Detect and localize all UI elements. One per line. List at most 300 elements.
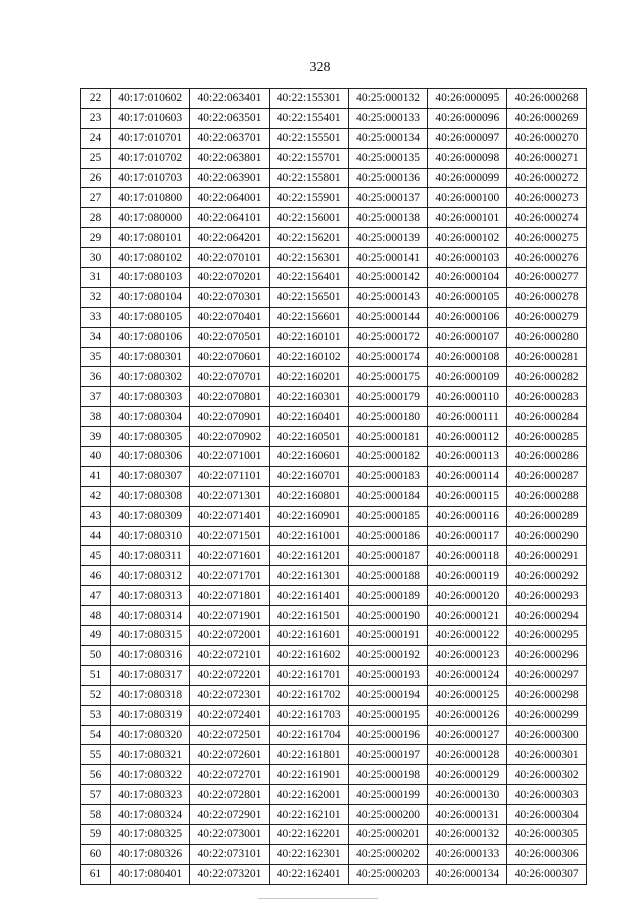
code-cell-40-26-a: 40:26:000097 — [428, 128, 507, 148]
code-cell-40-26-b: 40:26:000279 — [507, 307, 586, 327]
row-number-cell: 35 — [81, 347, 111, 367]
code-cell-40-26-b: 40:26:000307 — [507, 864, 586, 884]
code-cell-40-26-a: 40:26:000104 — [428, 268, 507, 288]
code-cell-40-22-a: 40:22:071901 — [190, 606, 269, 626]
code-cell-40-22-b: 40:22:161701 — [269, 665, 348, 685]
code-cell-40-17: 40:17:080401 — [111, 864, 190, 884]
code-cell-40-26-a: 40:26:000102 — [428, 228, 507, 248]
row-number-cell: 37 — [81, 387, 111, 407]
code-cell-40-22-b: 40:22:155901 — [269, 188, 348, 208]
code-cell-40-25: 40:25:000186 — [348, 526, 427, 546]
code-cell-40-26-b: 40:26:000306 — [507, 844, 586, 864]
row-number-cell: 59 — [81, 824, 111, 844]
code-cell-40-17: 40:17:080322 — [111, 765, 190, 785]
code-cell-40-26-a: 40:26:000127 — [428, 725, 507, 745]
code-cell-40-26-a: 40:26:000098 — [428, 148, 507, 168]
code-cell-40-26-b: 40:26:000269 — [507, 108, 586, 128]
code-cell-40-22-b: 40:22:161001 — [269, 526, 348, 546]
code-cell-40-26-a: 40:26:000120 — [428, 586, 507, 606]
row-number-cell: 38 — [81, 407, 111, 427]
row-number-cell: 48 — [81, 606, 111, 626]
code-cell-40-25: 40:25:000133 — [348, 108, 427, 128]
code-cell-40-25: 40:25:000180 — [348, 407, 427, 427]
code-cell-40-25: 40:25:000174 — [348, 347, 427, 367]
code-cell-40-25: 40:25:000175 — [348, 367, 427, 387]
code-cell-40-17: 40:17:010602 — [111, 89, 190, 109]
code-cell-40-22-b: 40:22:161703 — [269, 705, 348, 725]
code-cell-40-26-a: 40:26:000100 — [428, 188, 507, 208]
code-cell-40-22-b: 40:22:162001 — [269, 785, 348, 805]
code-cell-40-26-b: 40:26:000290 — [507, 526, 586, 546]
code-cell-40-26-b: 40:26:000292 — [507, 566, 586, 586]
code-cell-40-26-b: 40:26:000278 — [507, 287, 586, 307]
code-cell-40-22-b: 40:22:155401 — [269, 108, 348, 128]
code-cell-40-17: 40:17:080306 — [111, 447, 190, 467]
code-cell-40-26-b: 40:26:000288 — [507, 486, 586, 506]
code-cell-40-22-a: 40:22:070501 — [190, 327, 269, 347]
table-row — [81, 447, 587, 467]
code-cell-40-22-a: 40:22:064101 — [190, 208, 269, 228]
row-number-cell: 36 — [81, 367, 111, 387]
code-cell-40-22-b: 40:22:161704 — [269, 725, 348, 745]
code-cell-40-25: 40:25:000200 — [348, 805, 427, 825]
code-cell-40-22-a: 40:22:072701 — [190, 765, 269, 785]
row-number-cell: 27 — [81, 188, 111, 208]
code-cell-40-22-a: 40:22:063701 — [190, 128, 269, 148]
code-cell-40-22-a: 40:22:070801 — [190, 387, 269, 407]
code-cell-40-25: 40:25:000179 — [348, 387, 427, 407]
code-cell-40-22-b: 40:22:161602 — [269, 645, 348, 665]
row-number-cell: 54 — [81, 725, 111, 745]
code-cell-40-26-a: 40:26:000105 — [428, 287, 507, 307]
row-number-cell: 49 — [81, 626, 111, 646]
code-cell-40-26-a: 40:26:000095 — [428, 89, 507, 109]
code-cell-40-25: 40:25:000144 — [348, 307, 427, 327]
code-cell-40-26-b: 40:26:000297 — [507, 665, 586, 685]
code-cell-40-22-b: 40:22:161401 — [269, 586, 348, 606]
table-row — [81, 89, 587, 109]
code-cell-40-25: 40:25:000142 — [348, 268, 427, 288]
code-cell-40-26-b: 40:26:000282 — [507, 367, 586, 387]
code-cell-40-22-b: 40:22:155701 — [269, 148, 348, 168]
code-cell-40-22-b: 40:22:162101 — [269, 805, 348, 825]
table-row — [81, 466, 587, 486]
table-row — [81, 108, 587, 128]
row-number-cell: 28 — [81, 208, 111, 228]
code-cell-40-17: 40:17:010702 — [111, 148, 190, 168]
row-number-cell: 43 — [81, 506, 111, 526]
table-row — [81, 367, 587, 387]
code-cell-40-26-b: 40:26:000281 — [507, 347, 586, 367]
code-cell-40-25: 40:25:000182 — [348, 447, 427, 467]
code-cell-40-22-b: 40:22:160801 — [269, 486, 348, 506]
table-row — [81, 526, 587, 546]
code-cell-40-26-a: 40:26:000099 — [428, 168, 507, 188]
code-cell-40-26-b: 40:26:000299 — [507, 705, 586, 725]
code-cell-40-26-b: 40:26:000273 — [507, 188, 586, 208]
table-row — [81, 606, 587, 626]
code-cell-40-22-a: 40:22:070301 — [190, 287, 269, 307]
table-row — [81, 546, 587, 566]
code-cell-40-26-b: 40:26:000274 — [507, 208, 586, 228]
code-cell-40-22-a: 40:22:070101 — [190, 248, 269, 268]
code-cell-40-17: 40:17:080319 — [111, 705, 190, 725]
code-cell-40-25: 40:25:000141 — [348, 248, 427, 268]
code-cell-40-17: 40:17:080320 — [111, 725, 190, 745]
code-cell-40-17: 40:17:080315 — [111, 626, 190, 646]
code-cell-40-22-a: 40:22:072501 — [190, 725, 269, 745]
code-cell-40-17: 40:17:080313 — [111, 586, 190, 606]
table-row — [81, 864, 587, 884]
code-cell-40-22-a: 40:22:072901 — [190, 805, 269, 825]
code-cell-40-26-a: 40:26:000112 — [428, 427, 507, 447]
code-cell-40-22-b: 40:22:155501 — [269, 128, 348, 148]
row-number-cell: 55 — [81, 745, 111, 765]
code-cell-40-26-a: 40:26:000128 — [428, 745, 507, 765]
code-cell-40-22-a: 40:22:073101 — [190, 844, 269, 864]
code-cell-40-22-b: 40:22:162301 — [269, 844, 348, 864]
code-cell-40-22-b: 40:22:155301 — [269, 89, 348, 109]
code-cell-40-22-a: 40:22:070601 — [190, 347, 269, 367]
code-cell-40-17: 40:17:080324 — [111, 805, 190, 825]
table-row — [81, 248, 587, 268]
code-cell-40-25: 40:25:000191 — [348, 626, 427, 646]
row-number-cell: 50 — [81, 645, 111, 665]
table-row — [81, 327, 587, 347]
table-row — [81, 148, 587, 168]
code-cell-40-17: 40:17:080307 — [111, 466, 190, 486]
code-cell-40-26-a: 40:26:000108 — [428, 347, 507, 367]
row-number-cell: 34 — [81, 327, 111, 347]
code-cell-40-25: 40:25:000192 — [348, 645, 427, 665]
table-row — [81, 347, 587, 367]
code-cell-40-22-a: 40:22:071801 — [190, 586, 269, 606]
code-cell-40-22-b: 40:22:160201 — [269, 367, 348, 387]
code-cell-40-25: 40:25:000139 — [348, 228, 427, 248]
code-cell-40-25: 40:25:000181 — [348, 427, 427, 447]
code-cell-40-25: 40:25:000138 — [348, 208, 427, 228]
code-cell-40-26-b: 40:26:000275 — [507, 228, 586, 248]
code-cell-40-26-b: 40:26:000296 — [507, 645, 586, 665]
code-cell-40-17: 40:17:080101 — [111, 228, 190, 248]
code-cell-40-26-a: 40:26:000124 — [428, 665, 507, 685]
code-cell-40-17: 40:17:080312 — [111, 566, 190, 586]
code-cell-40-22-a: 40:22:071401 — [190, 506, 269, 526]
code-cell-40-22-b: 40:22:156301 — [269, 248, 348, 268]
table-row — [81, 665, 587, 685]
code-cell-40-22-a: 40:22:071001 — [190, 447, 269, 467]
code-cell-40-22-b: 40:22:161801 — [269, 745, 348, 765]
table-row — [81, 785, 587, 805]
code-cell-40-26-b: 40:26:000295 — [507, 626, 586, 646]
code-cell-40-26-a: 40:26:000103 — [428, 248, 507, 268]
code-cell-40-22-a: 40:22:072801 — [190, 785, 269, 805]
code-cell-40-26-a: 40:26:000115 — [428, 486, 507, 506]
code-cell-40-22-b: 40:22:161601 — [269, 626, 348, 646]
code-cell-40-26-a: 40:26:000107 — [428, 327, 507, 347]
code-cell-40-26-a: 40:26:000109 — [428, 367, 507, 387]
code-cell-40-17: 40:17:080317 — [111, 665, 190, 685]
code-cell-40-17: 40:17:080308 — [111, 486, 190, 506]
code-cell-40-22-a: 40:22:071501 — [190, 526, 269, 546]
code-cell-40-17: 40:17:080000 — [111, 208, 190, 228]
code-cell-40-17: 40:17:080321 — [111, 745, 190, 765]
row-number-cell: 32 — [81, 287, 111, 307]
code-cell-40-26-b: 40:26:000268 — [507, 89, 586, 109]
table-row — [81, 128, 587, 148]
code-cell-40-26-b: 40:26:000285 — [507, 427, 586, 447]
code-cell-40-26-a: 40:26:000133 — [428, 844, 507, 864]
code-cell-40-17: 40:17:010701 — [111, 128, 190, 148]
table-row — [81, 586, 587, 606]
table-row — [81, 427, 587, 447]
code-cell-40-25: 40:25:000193 — [348, 665, 427, 685]
code-cell-40-22-b: 40:22:160101 — [269, 327, 348, 347]
code-cell-40-22-a: 40:22:070901 — [190, 407, 269, 427]
code-cell-40-26-a: 40:26:000116 — [428, 506, 507, 526]
code-cell-40-22-a: 40:22:070401 — [190, 307, 269, 327]
code-cell-40-22-a: 40:22:071301 — [190, 486, 269, 506]
row-number-cell: 25 — [81, 148, 111, 168]
code-cell-40-22-a: 40:22:073201 — [190, 864, 269, 884]
code-cell-40-22-b: 40:22:161301 — [269, 566, 348, 586]
code-cell-40-22-a: 40:22:073001 — [190, 824, 269, 844]
table-row — [81, 824, 587, 844]
code-cell-40-26-a: 40:26:000114 — [428, 466, 507, 486]
code-cell-40-22-a: 40:22:072001 — [190, 626, 269, 646]
code-cell-40-22-a: 40:22:063401 — [190, 89, 269, 109]
code-cell-40-26-a: 40:26:000096 — [428, 108, 507, 128]
code-cell-40-26-b: 40:26:000300 — [507, 725, 586, 745]
scan-artifact-line — [258, 898, 378, 899]
code-cell-40-22-a: 40:22:070201 — [190, 268, 269, 288]
table-row — [81, 287, 587, 307]
row-number-cell: 39 — [81, 427, 111, 447]
code-cell-40-26-b: 40:26:000305 — [507, 824, 586, 844]
code-cell-40-17: 40:17:080318 — [111, 685, 190, 705]
code-cell-40-22-a: 40:22:072101 — [190, 645, 269, 665]
code-cell-40-26-b: 40:26:000302 — [507, 765, 586, 785]
table-row — [81, 685, 587, 705]
code-cell-40-22-b: 40:22:160401 — [269, 407, 348, 427]
row-number-cell: 46 — [81, 566, 111, 586]
table-row — [81, 407, 587, 427]
code-cell-40-22-b: 40:22:160102 — [269, 347, 348, 367]
code-cell-40-26-a: 40:26:000134 — [428, 864, 507, 884]
row-number-cell: 33 — [81, 307, 111, 327]
code-cell-40-26-b: 40:26:000270 — [507, 128, 586, 148]
code-cell-40-22-a: 40:22:071601 — [190, 546, 269, 566]
code-cell-40-26-b: 40:26:000301 — [507, 745, 586, 765]
code-cell-40-22-b: 40:22:160601 — [269, 447, 348, 467]
table-row — [81, 168, 587, 188]
code-cell-40-22-b: 40:22:162401 — [269, 864, 348, 884]
row-number-cell: 40 — [81, 447, 111, 467]
code-cell-40-26-b: 40:26:000294 — [507, 606, 586, 626]
row-number-cell: 52 — [81, 685, 111, 705]
code-cell-40-22-a: 40:22:071701 — [190, 566, 269, 586]
code-cell-40-26-a: 40:26:000122 — [428, 626, 507, 646]
code-cell-40-22-b: 40:22:160901 — [269, 506, 348, 526]
code-cell-40-25: 40:25:000185 — [348, 506, 427, 526]
code-cell-40-22-b: 40:22:156401 — [269, 268, 348, 288]
code-cell-40-22-a: 40:22:072401 — [190, 705, 269, 725]
table-body — [81, 89, 587, 885]
code-cell-40-26-b: 40:26:000286 — [507, 447, 586, 467]
code-cell-40-22-b: 40:22:161702 — [269, 685, 348, 705]
code-cell-40-25: 40:25:000198 — [348, 765, 427, 785]
code-cell-40-26-b: 40:26:000303 — [507, 785, 586, 805]
code-cell-40-22-a: 40:22:072201 — [190, 665, 269, 685]
code-cell-40-17: 40:17:080304 — [111, 407, 190, 427]
code-cell-40-22-b: 40:22:161201 — [269, 546, 348, 566]
table-row — [81, 765, 587, 785]
code-cell-40-17: 40:17:080305 — [111, 427, 190, 447]
row-number-cell: 56 — [81, 765, 111, 785]
code-cell-40-22-a: 40:22:072301 — [190, 685, 269, 705]
table-row — [81, 805, 587, 825]
code-cell-40-17: 40:17:080301 — [111, 347, 190, 367]
code-cell-40-26-a: 40:26:000129 — [428, 765, 507, 785]
code-cell-40-26-b: 40:26:000284 — [507, 407, 586, 427]
code-cell-40-26-b: 40:26:000289 — [507, 506, 586, 526]
code-cell-40-17: 40:17:080325 — [111, 824, 190, 844]
code-cell-40-26-a: 40:26:000118 — [428, 546, 507, 566]
row-number-cell: 58 — [81, 805, 111, 825]
code-cell-40-26-b: 40:26:000271 — [507, 148, 586, 168]
row-number-cell: 23 — [81, 108, 111, 128]
code-cell-40-26-a: 40:26:000132 — [428, 824, 507, 844]
code-cell-40-17: 40:17:080310 — [111, 526, 190, 546]
code-cell-40-22-a: 40:22:070701 — [190, 367, 269, 387]
code-cell-40-22-b: 40:22:155801 — [269, 168, 348, 188]
code-cell-40-22-a: 40:22:071101 — [190, 466, 269, 486]
code-cell-40-25: 40:25:000137 — [348, 188, 427, 208]
code-cell-40-17: 40:17:080106 — [111, 327, 190, 347]
code-cell-40-22-b: 40:22:160301 — [269, 387, 348, 407]
table-row — [81, 705, 587, 725]
code-cell-40-26-a: 40:26:000113 — [428, 447, 507, 467]
code-cell-40-26-b: 40:26:000304 — [507, 805, 586, 825]
code-cell-40-22-a: 40:22:063901 — [190, 168, 269, 188]
row-number-cell: 24 — [81, 128, 111, 148]
code-cell-40-22-b: 40:22:160701 — [269, 466, 348, 486]
code-cell-40-17: 40:17:080326 — [111, 844, 190, 864]
table-row — [81, 844, 587, 864]
code-cell-40-22-b: 40:22:156601 — [269, 307, 348, 327]
cadastral-table — [80, 88, 587, 885]
code-cell-40-22-a: 40:22:064201 — [190, 228, 269, 248]
row-number-cell: 61 — [81, 864, 111, 884]
code-cell-40-22-b: 40:22:156001 — [269, 208, 348, 228]
code-cell-40-17: 40:17:080316 — [111, 645, 190, 665]
code-cell-40-26-a: 40:26:000119 — [428, 566, 507, 586]
code-cell-40-17: 40:17:080303 — [111, 387, 190, 407]
code-cell-40-26-a: 40:26:000101 — [428, 208, 507, 228]
row-number-cell: 42 — [81, 486, 111, 506]
code-cell-40-25: 40:25:000203 — [348, 864, 427, 884]
code-cell-40-26-a: 40:26:000111 — [428, 407, 507, 427]
row-number-cell: 29 — [81, 228, 111, 248]
code-cell-40-25: 40:25:000143 — [348, 287, 427, 307]
code-cell-40-26-b: 40:26:000291 — [507, 546, 586, 566]
code-cell-40-25: 40:25:000134 — [348, 128, 427, 148]
code-cell-40-25: 40:25:000132 — [348, 89, 427, 109]
code-cell-40-26-a: 40:26:000110 — [428, 387, 507, 407]
code-cell-40-17: 40:17:080309 — [111, 506, 190, 526]
table-row — [81, 307, 587, 327]
code-cell-40-22-b: 40:22:161501 — [269, 606, 348, 626]
code-cell-40-26-b: 40:26:000293 — [507, 586, 586, 606]
table-row — [81, 725, 587, 745]
code-cell-40-25: 40:25:000190 — [348, 606, 427, 626]
table-row — [81, 486, 587, 506]
code-cell-40-22-b: 40:22:161901 — [269, 765, 348, 785]
code-cell-40-22-a: 40:22:070902 — [190, 427, 269, 447]
page-number: 328 — [309, 60, 331, 75]
code-cell-40-25: 40:25:000183 — [348, 466, 427, 486]
code-cell-40-22-b: 40:22:156501 — [269, 287, 348, 307]
table-row — [81, 188, 587, 208]
code-cell-40-25: 40:25:000184 — [348, 486, 427, 506]
row-number-cell: 60 — [81, 844, 111, 864]
code-cell-40-26-a: 40:26:000130 — [428, 785, 507, 805]
row-number-cell: 51 — [81, 665, 111, 685]
row-number-cell: 41 — [81, 466, 111, 486]
code-cell-40-26-b: 40:26:000276 — [507, 248, 586, 268]
code-cell-40-25: 40:25:000136 — [348, 168, 427, 188]
code-cell-40-25: 40:25:000197 — [348, 745, 427, 765]
table-row — [81, 645, 587, 665]
row-number-cell: 47 — [81, 586, 111, 606]
code-cell-40-17: 40:17:080102 — [111, 248, 190, 268]
row-number-cell: 22 — [81, 89, 111, 109]
code-cell-40-22-b: 40:22:160501 — [269, 427, 348, 447]
row-number-cell: 45 — [81, 546, 111, 566]
code-cell-40-17: 40:17:080311 — [111, 546, 190, 566]
code-cell-40-26-a: 40:26:000126 — [428, 705, 507, 725]
table-row — [81, 268, 587, 288]
code-cell-40-25: 40:25:000187 — [348, 546, 427, 566]
code-cell-40-17: 40:17:010603 — [111, 108, 190, 128]
code-cell-40-22-b: 40:22:156201 — [269, 228, 348, 248]
row-number-cell: 53 — [81, 705, 111, 725]
code-cell-40-26-b: 40:26:000272 — [507, 168, 586, 188]
code-cell-40-25: 40:25:000194 — [348, 685, 427, 705]
code-cell-40-25: 40:25:000172 — [348, 327, 427, 347]
code-cell-40-26-a: 40:26:000117 — [428, 526, 507, 546]
code-cell-40-17: 40:17:010703 — [111, 168, 190, 188]
table-row — [81, 208, 587, 228]
code-cell-40-22-a: 40:22:072601 — [190, 745, 269, 765]
code-cell-40-25: 40:25:000201 — [348, 824, 427, 844]
code-cell-40-26-a: 40:26:000131 — [428, 805, 507, 825]
code-cell-40-22-b: 40:22:162201 — [269, 824, 348, 844]
table-row — [81, 626, 587, 646]
code-cell-40-17: 40:17:080104 — [111, 287, 190, 307]
code-cell-40-26-a: 40:26:000125 — [428, 685, 507, 705]
code-cell-40-17: 40:17:010800 — [111, 188, 190, 208]
row-number-cell: 57 — [81, 785, 111, 805]
code-cell-40-25: 40:25:000196 — [348, 725, 427, 745]
code-cell-40-22-a: 40:22:063501 — [190, 108, 269, 128]
table-row — [81, 745, 587, 765]
code-cell-40-25: 40:25:000202 — [348, 844, 427, 864]
code-cell-40-17: 40:17:080314 — [111, 606, 190, 626]
code-cell-40-22-a: 40:22:063801 — [190, 148, 269, 168]
row-number-cell: 26 — [81, 168, 111, 188]
code-cell-40-17: 40:17:080105 — [111, 307, 190, 327]
